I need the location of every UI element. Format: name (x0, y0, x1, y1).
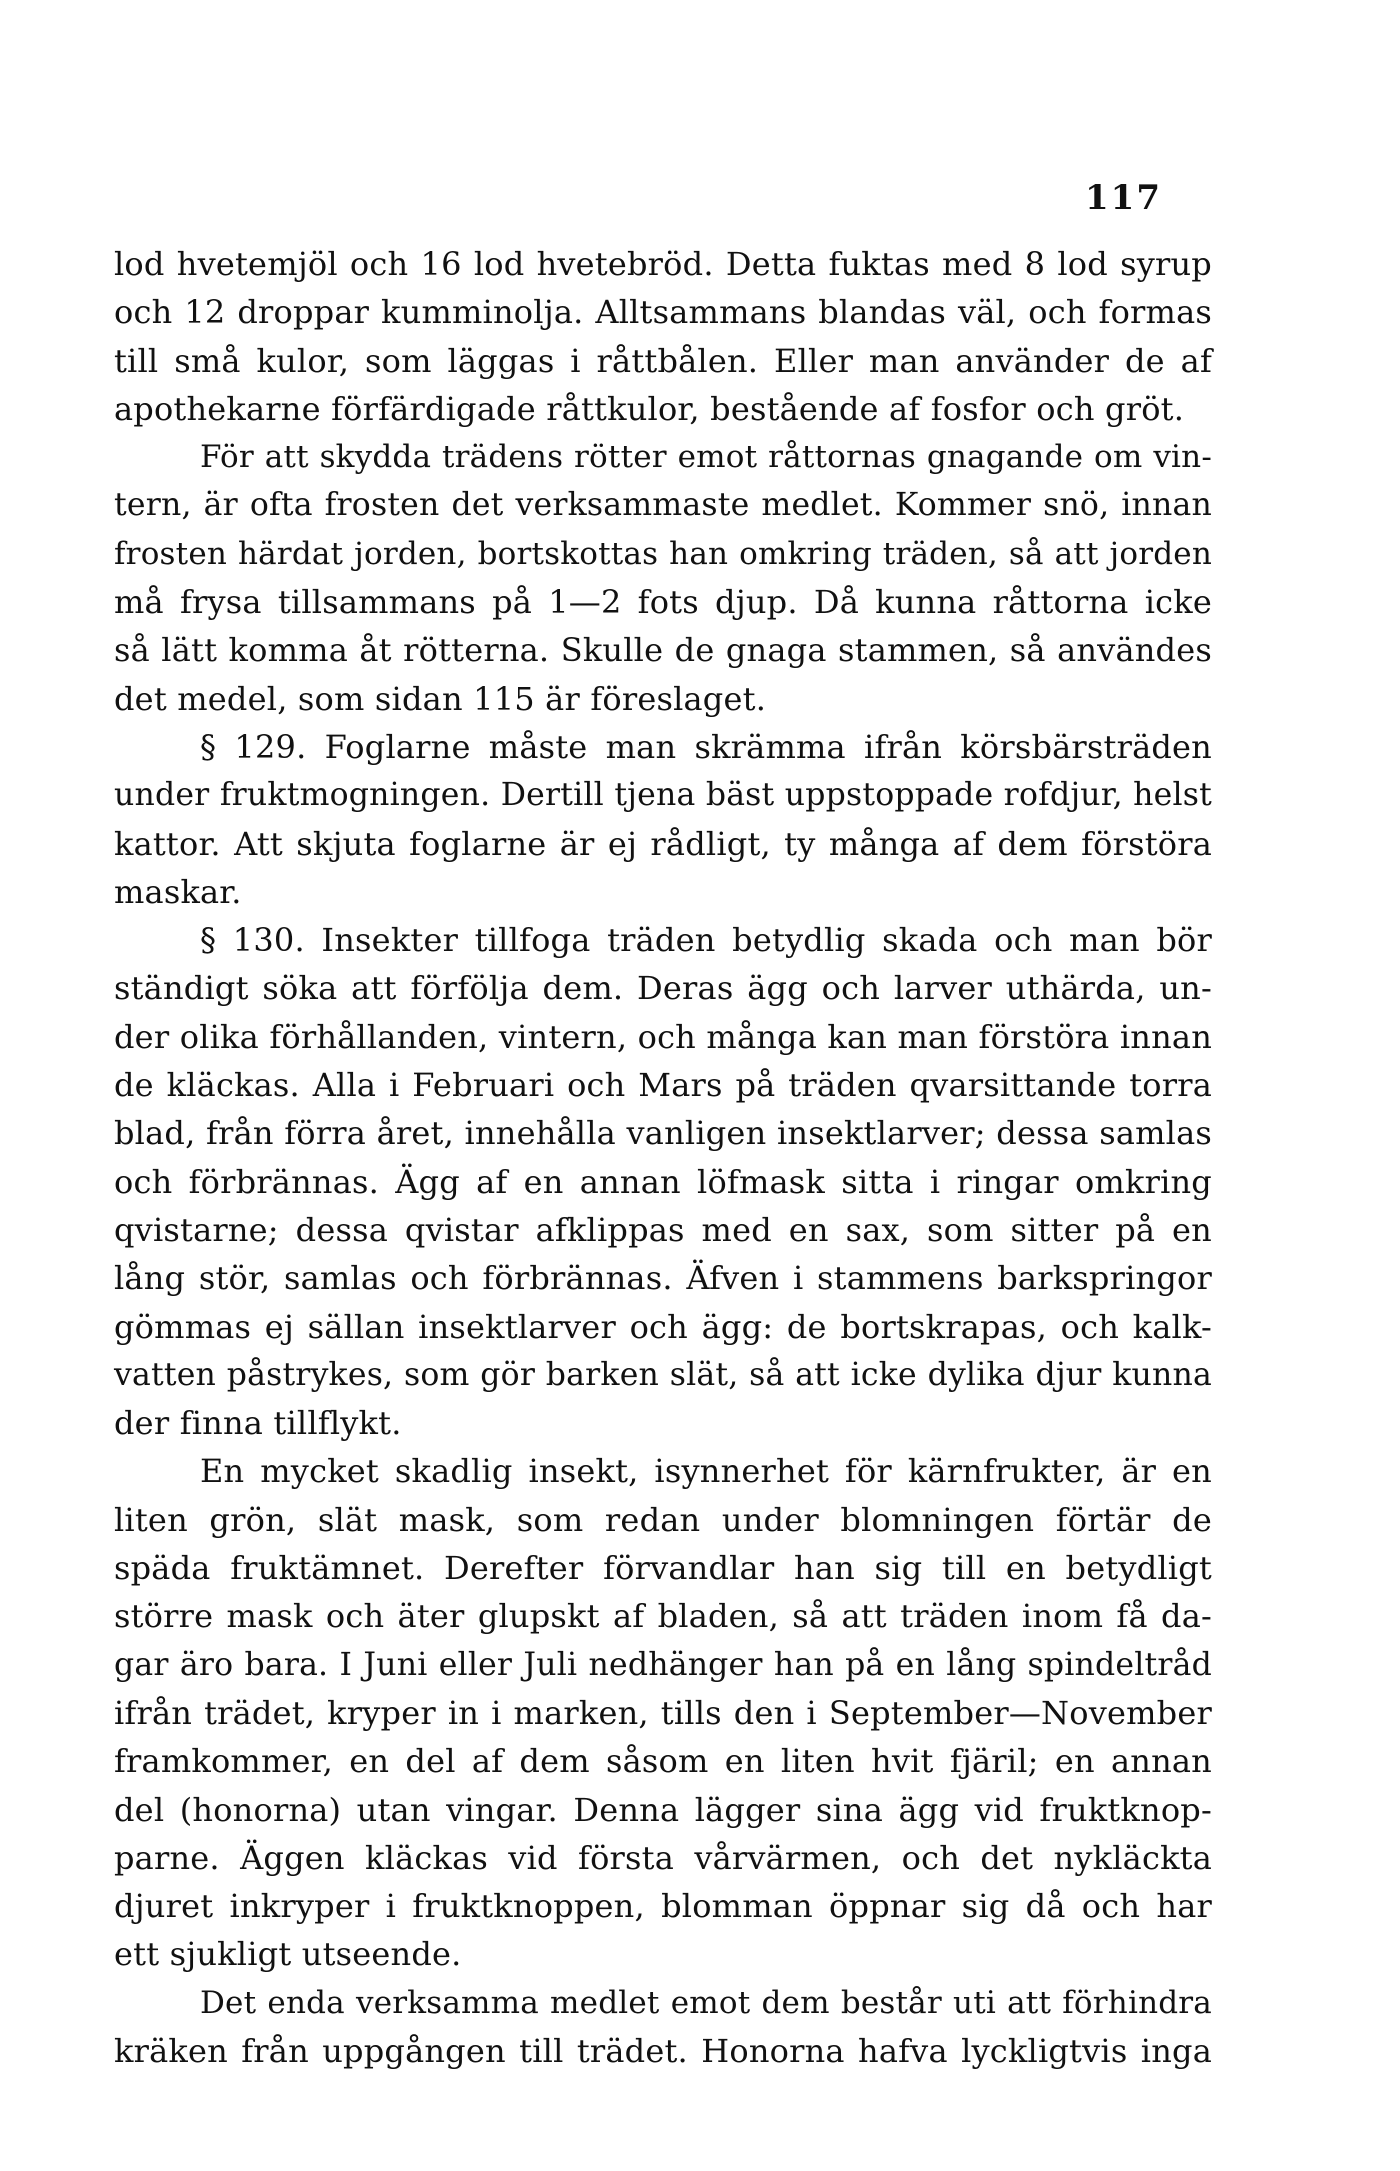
text-line: § 129. Foglarne måste man skrämma ifrån körsbärsträden (200, 727, 1212, 766)
text-line: till små kulor, som läggas i råttbålen. Eller man använder de af (114, 341, 1212, 380)
text-line: kräken från uppgången till trädet. Honorna hafva lyckligtvis inga (114, 2031, 1212, 2070)
page-number: 117 (1085, 178, 1162, 218)
text-line: frosten härdat jorden, bortskottas han omkring träden, så att jorden (114, 535, 1212, 572)
text-line: För att skydda trädens rötter emot råttornas gnagande om vin- (200, 439, 1212, 476)
text-line: liten grön, slät mask, som redan under blomningen förtär de (114, 1500, 1212, 1539)
text-line: vatten påstrykes, som gör barken slät, så att icke dylika djur kunna (114, 1356, 1212, 1393)
text-line: djuret inkryper i fruktknoppen, blomman öppnar sig då och har (114, 1887, 1212, 1926)
text-line: § 130. Insekter tillfoga träden betydlig skada och man bör (200, 921, 1212, 960)
text-line: qvistarne; dessa qvistar afklippas med en sax, som sitter på en (114, 1210, 1212, 1249)
text-line: apothekarne förfärdigade råttkulor, bestående af fosfor och gröt. (114, 389, 1185, 428)
text-line: blad, från förra året, innehålla vanligen insektlarver; dessa samlas (114, 1114, 1212, 1153)
text-line: tern, är ofta frosten det verksammaste medlet. Kommer snö, innan (114, 487, 1212, 524)
text-line: ett sjukligt utseende. (114, 1935, 462, 1974)
text-line: de kläckas. Alla i Februari och Mars på träden qvarsittande torra (114, 1066, 1212, 1105)
text-line: der finna tillflykt. (114, 1404, 402, 1443)
text-line: maskar. (114, 872, 242, 911)
text-line: del (honorna) utan vingar. Denna lägger sina ägg vid fruktknop- (114, 1790, 1212, 1829)
text-line: och 12 droppar kumminolja. Alltsammans blandas väl, och formas (114, 293, 1212, 332)
text-line: under fruktmogningen. Dertill tjena bäst uppstoppade rofdjur, helst (114, 777, 1212, 814)
text-line: framkommer, en del af dem såsom en liten hvit fjäril; en annan (114, 1742, 1212, 1781)
text-line: större mask och äter glupskt af bladen, så att träden inom få da- (114, 1597, 1212, 1636)
text-line: lod hvetemjöl och 16 lod hvetebröd. Detta fuktas med 8 lod syrup (114, 245, 1212, 283)
text-line: det medel, som sidan 115 är föreslaget. (114, 679, 767, 718)
text-line: der olika förhållanden, vintern, och många kan man förstöra innan (114, 1017, 1212, 1056)
text-line: och förbrännas. Ägg af en annan löfmask sitta i ringar omkring (114, 1162, 1212, 1201)
text-line: må frysa tillsammans på 1—2 fots djup. Då kunna råttorna icke (114, 583, 1212, 622)
text-line: så lätt komma åt rötterna. Skulle de gnaga stammen, så användes (114, 631, 1212, 670)
text-line: späda fruktämnet. Derefter förvandlar han sig till en betydligt (114, 1549, 1212, 1588)
text-line: parne. Äggen kläckas vid första vårvärmen, och det nykläckta (114, 1838, 1212, 1877)
body-text (114, 240, 1212, 2075)
text-line: En mycket skadlig insekt, isynnerhet för kärnfrukter, är en (200, 1452, 1212, 1491)
text-line: gömmas ej sällan insektlarver och ägg: de bortskrapas, och kalk- (114, 1307, 1212, 1346)
text-line: kattor. Att skjuta foglarne är ej rådligt, ty många af dem förstöra (114, 824, 1212, 863)
text-line: Det enda verksamma medlet emot dem består uti att förhindra (200, 1984, 1212, 2021)
text-line: lång stör, samlas och förbrännas. Äfven i stammens barkspringor (114, 1259, 1212, 1298)
text-line: ifrån trädet, kryper in i marken, tills den i September—November (114, 1693, 1212, 1732)
text-line: ständigt söka att förfölja dem. Deras ägg och larver uthärda, un- (114, 969, 1212, 1008)
text-line: gar äro bara. I Juni eller Juli nedhänger han på en lång spindeltråd (114, 1646, 1212, 1683)
